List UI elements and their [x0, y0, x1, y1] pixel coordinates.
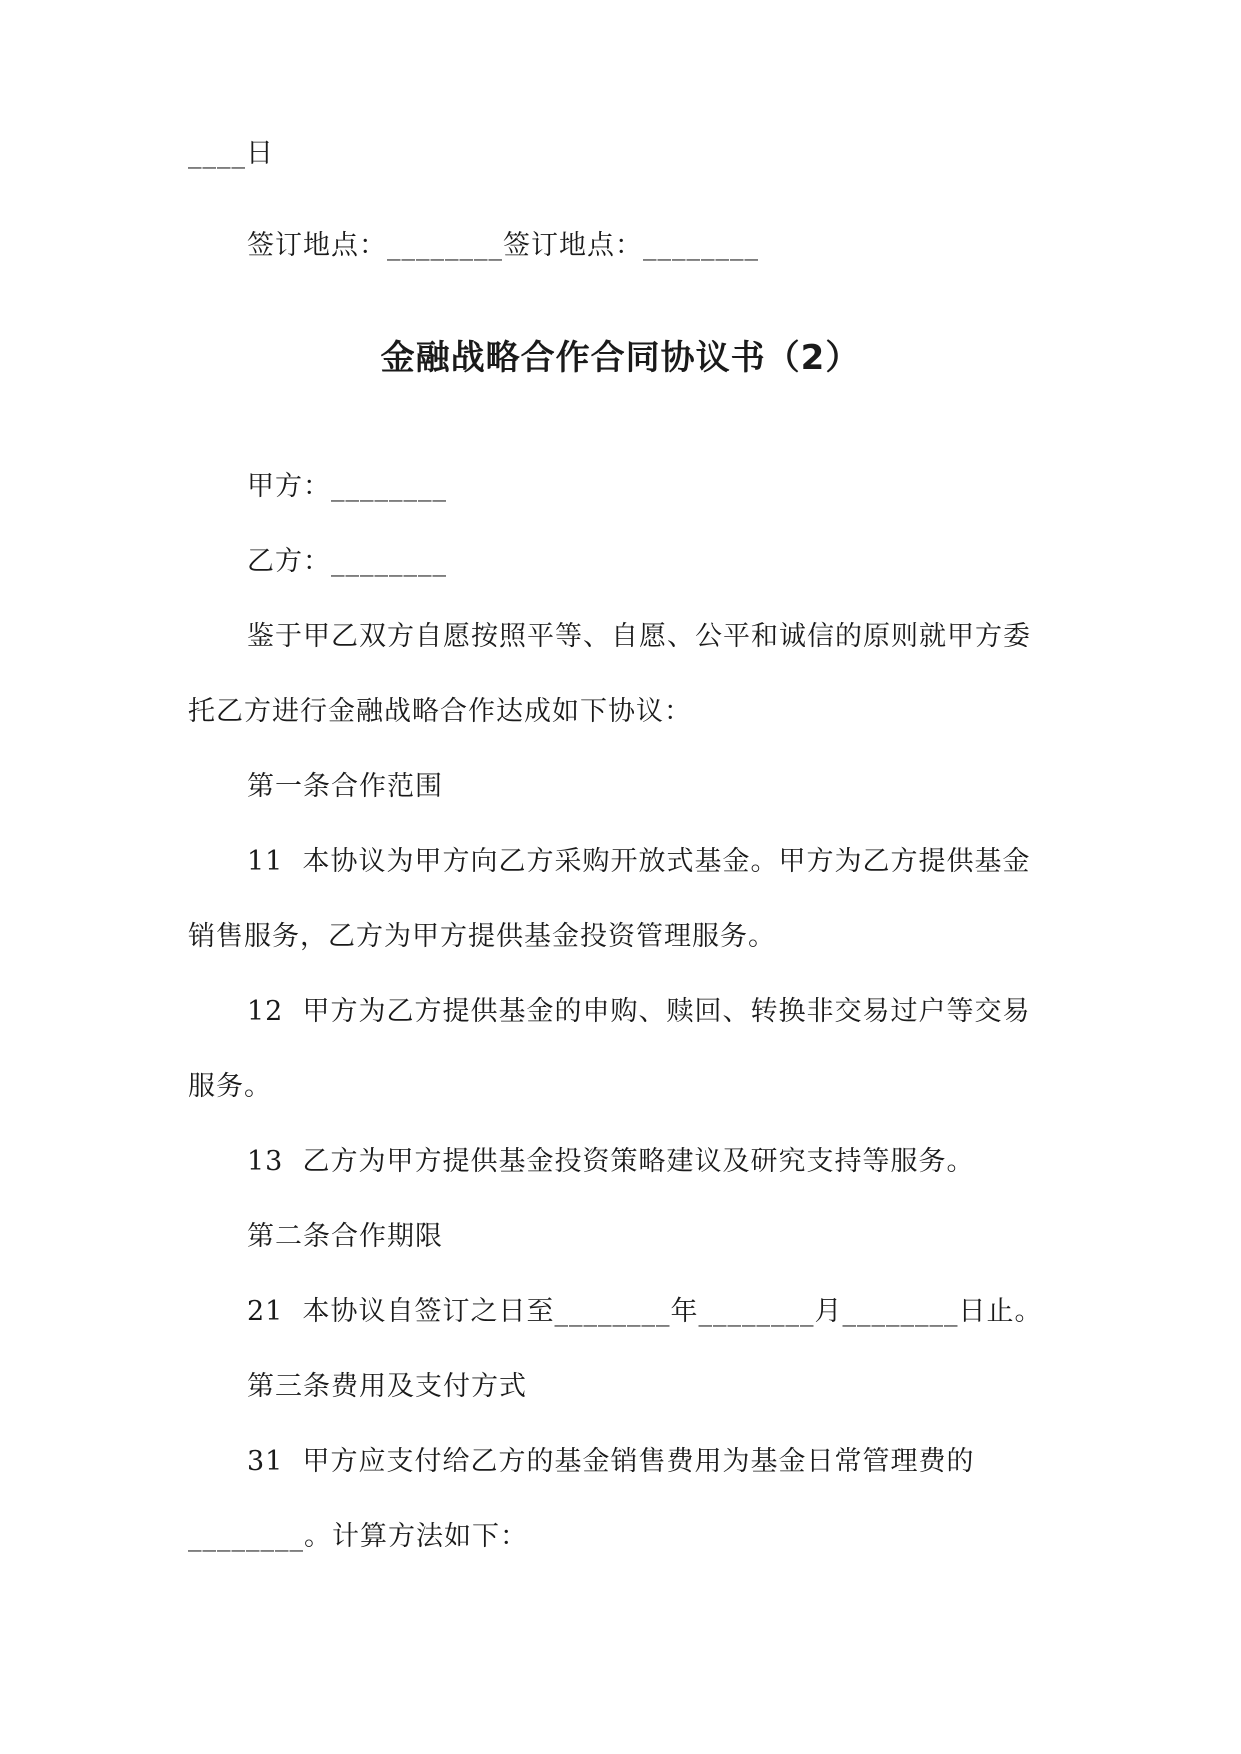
- preamble-line-2: 托乙方进行金融战略合作达成如下协议：: [188, 696, 692, 727]
- article-3-heading: 第三条费用及支付方式: [247, 1371, 527, 1402]
- party-a-line: 甲方：________: [247, 471, 447, 502]
- clause-1-1-line-2: 销售服务，乙方为甲方提供基金投资管理服务。: [188, 921, 776, 952]
- clause-1-3-line: 13 乙方为甲方提供基金投资策略建议及研究支持等服务。: [247, 1146, 975, 1177]
- preamble-line-1: 鉴于甲乙双方自愿按照平等、自愿、公平和诚信的原则就甲方委: [247, 621, 1031, 652]
- clause-3-1-line-1: 31 甲方应支付给乙方的基金销售费用为基金日常管理费的: [247, 1446, 975, 1477]
- clause-1-1-line-1: 11 本协议为甲方向乙方采购开放式基金。甲方为乙方提供基金: [247, 846, 1031, 877]
- clause-3-1-line-2: ________。计算方法如下：: [188, 1521, 528, 1552]
- clause-1-2-line-1: 12 甲方为乙方提供基金的申购、赎回、转换非交易过户等交易: [247, 996, 1031, 1027]
- article-1-heading: 第一条合作范围: [247, 771, 443, 802]
- clause-2-1-line: 21 本协议自签订之日至________年________月________日止。: [247, 1296, 1043, 1327]
- party-b-line: 乙方：________: [247, 546, 447, 577]
- article-2-heading: 第二条合作期限: [247, 1221, 443, 1252]
- clause-1-2-line-2: 服务。: [188, 1071, 272, 1102]
- signing-place-line: 签订地点：________签订地点：________: [247, 230, 759, 261]
- date-day-line: ____日: [188, 138, 274, 169]
- document-title: 金融战略合作合同协议书（2）: [380, 338, 861, 378]
